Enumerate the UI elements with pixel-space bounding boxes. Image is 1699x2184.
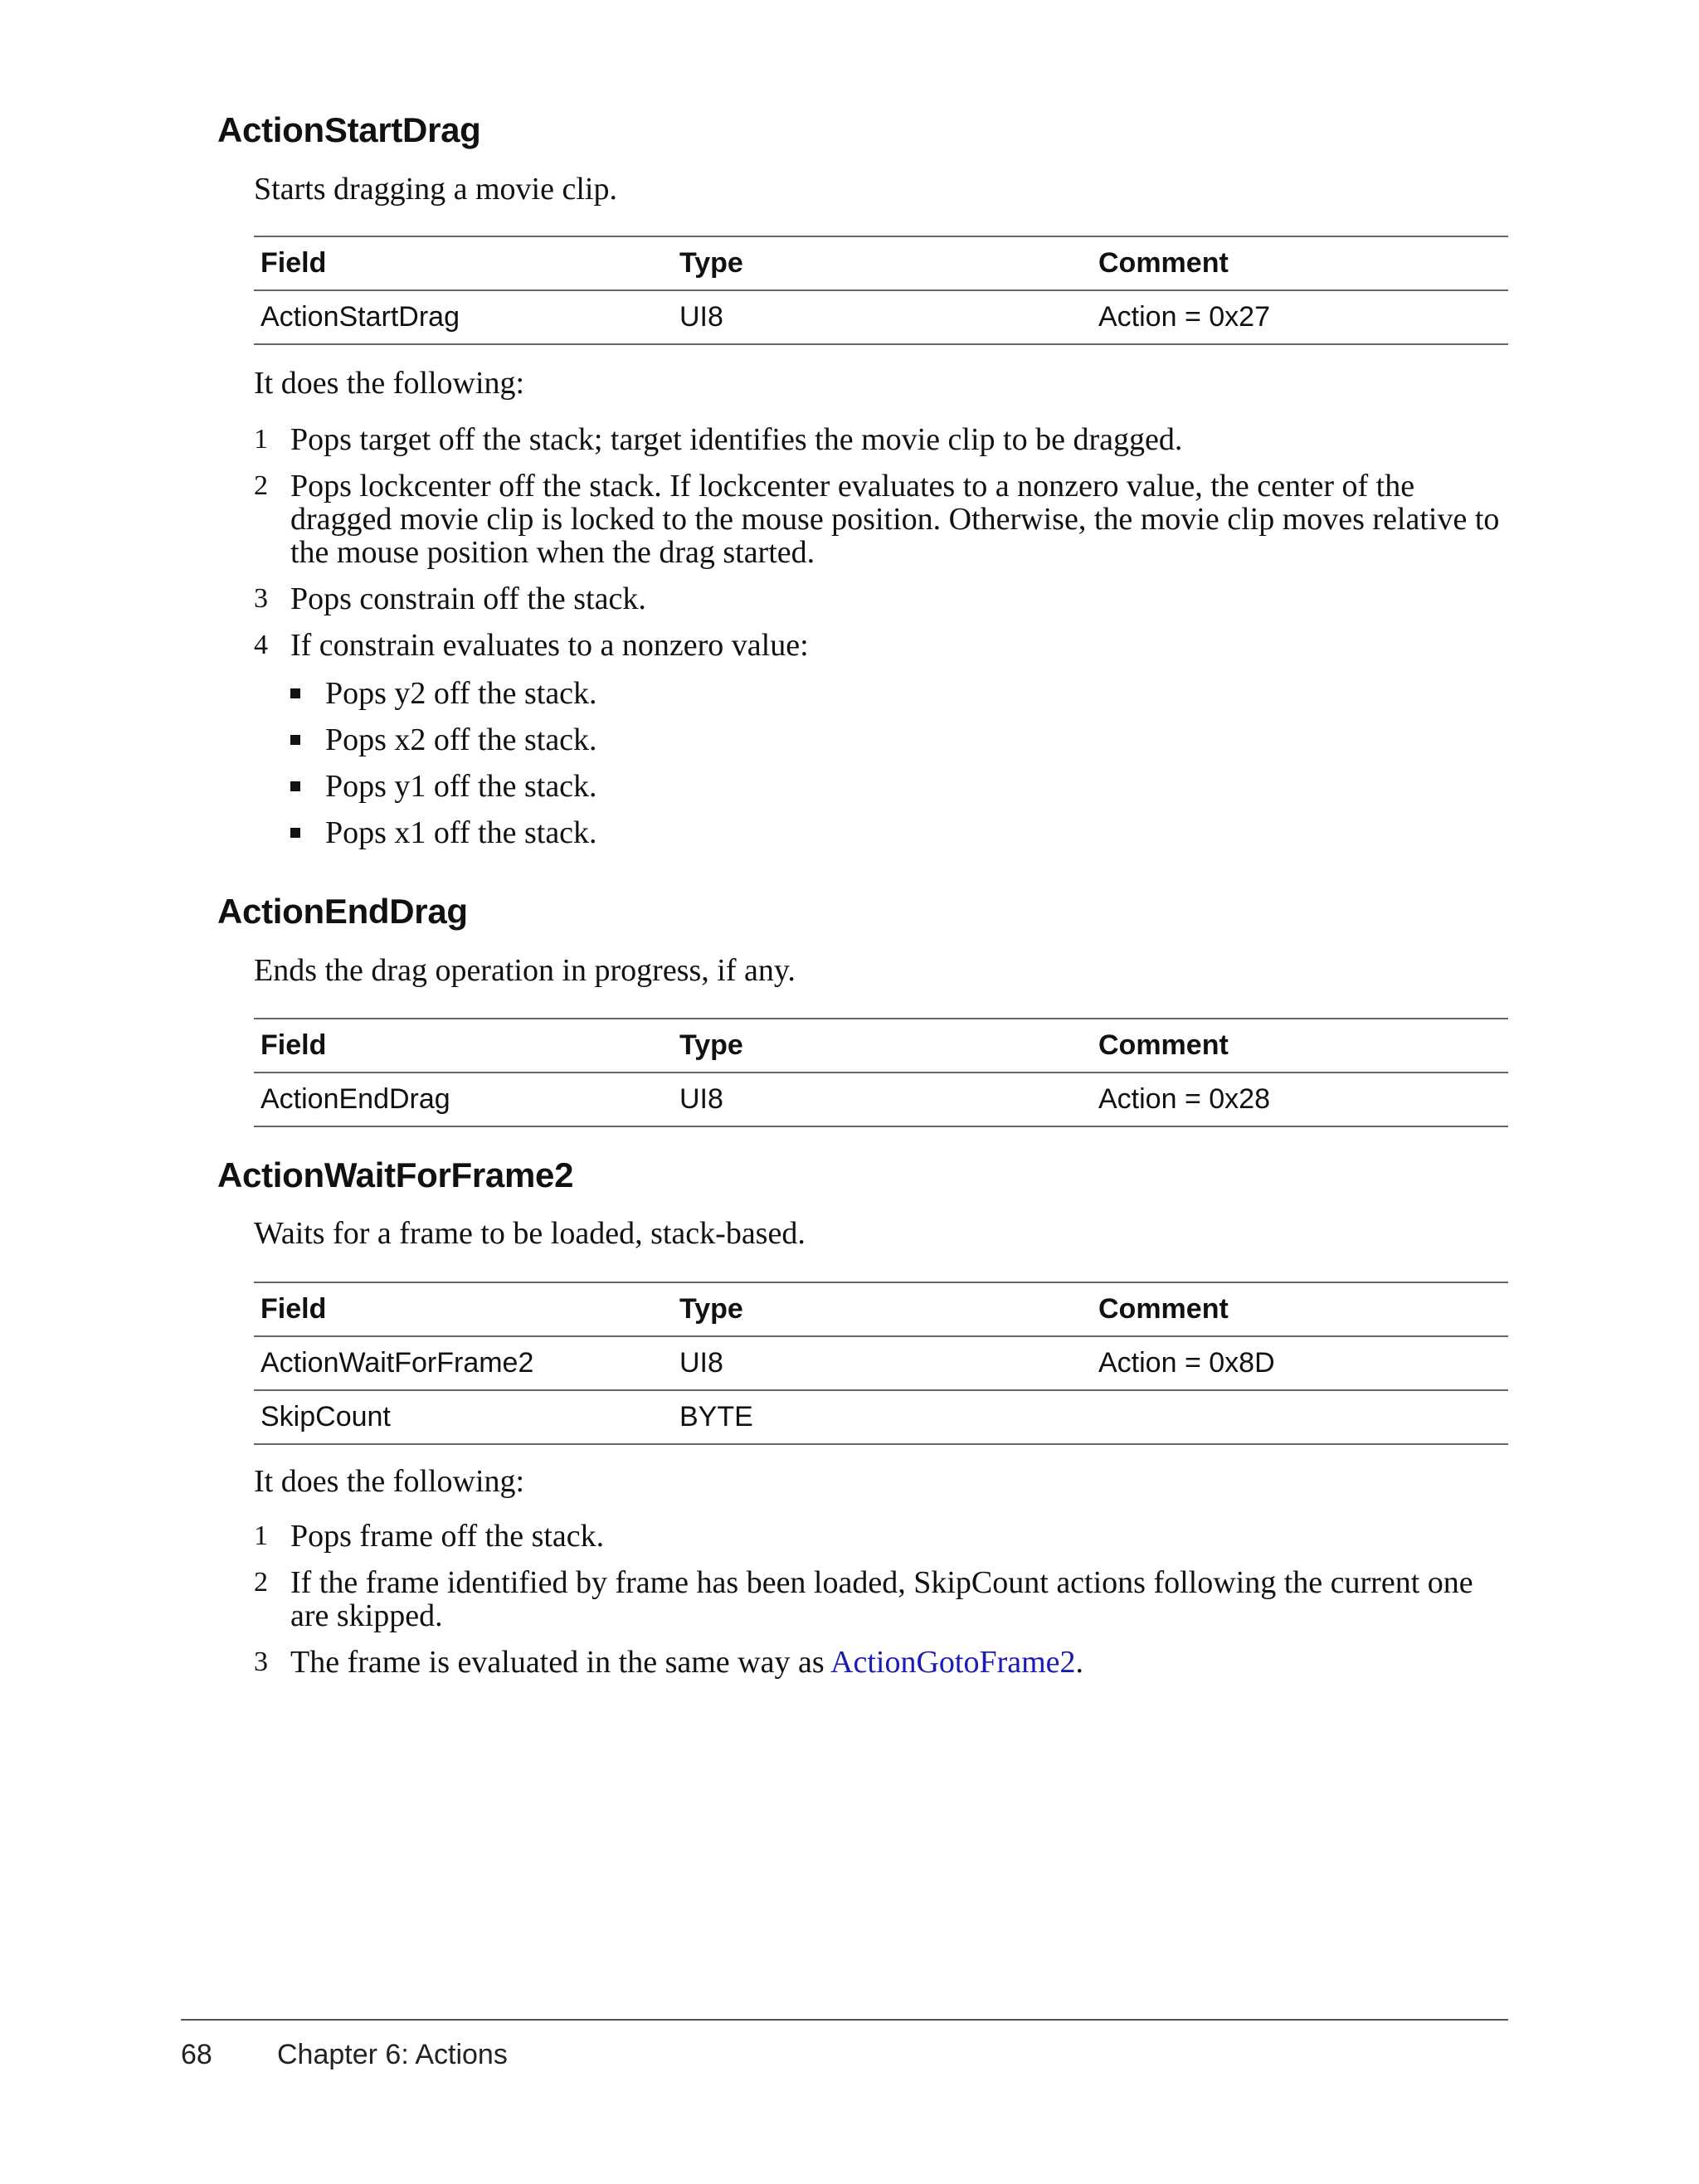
step-number: 1 <box>254 424 268 455</box>
square-bullet-icon <box>290 781 300 791</box>
step-text-suffix: . <box>1075 1645 1084 1680</box>
action-goto-frame2-link[interactable]: ActionGotoFrame2 <box>830 1645 1076 1680</box>
table-header-row <box>254 236 1508 290</box>
cell-field: ActionEndDrag <box>254 1073 673 1126</box>
bullet-text: Pops x1 off the stack. <box>325 815 597 850</box>
list-item <box>290 816 1452 849</box>
step-number: 2 <box>254 470 268 501</box>
column-header-type: Type <box>673 1019 1092 1073</box>
list-item <box>290 723 1452 756</box>
bullet-list-constraints <box>290 677 1452 863</box>
cell-comment: Action = 0x28 <box>1092 1073 1508 1126</box>
step-number: 2 <box>254 1567 268 1598</box>
step-text: If the frame identified by frame has been loaded, SkipCount actions following the current one are skipped. <box>290 1565 1473 1633</box>
step-text: Pops lockcenter off the stack. If lockcenter evaluates to a nonzero value, the center of the dragged movie clip is locked to the mouse position. Otherwise, the movie clip moves relative to the mouse position when the drag started. <box>290 469 1500 570</box>
bullet-text: Pops y2 off the stack. <box>325 676 597 711</box>
step-text: Pops frame off the stack. <box>290 1519 605 1554</box>
cell-field: ActionWaitForFrame2 <box>254 1336 673 1390</box>
cell-field: SkipCount <box>254 1390 673 1444</box>
bullet-text: Pops x2 off the stack. <box>325 722 597 757</box>
table-header-row <box>254 1282 1508 1336</box>
step-text: Pops constrain off the stack. <box>290 581 646 616</box>
bullet-text: Pops y1 off the stack. <box>325 769 597 804</box>
cell-type: UI8 <box>673 1336 1092 1390</box>
step-number: 3 <box>254 583 268 614</box>
table-header-row <box>254 1019 1508 1073</box>
step-number: 4 <box>254 630 268 660</box>
field-table-action-end-drag <box>254 1018 1508 1127</box>
list-item <box>254 1520 1508 1553</box>
list-item <box>254 423 1508 456</box>
list-item <box>254 582 1508 615</box>
step-text: Pops target off the stack; target identifies the movie clip to be dragged. <box>290 422 1183 457</box>
step-number: 1 <box>254 1520 268 1551</box>
list-item <box>290 770 1452 803</box>
cell-comment <box>1092 1390 1508 1444</box>
table-row <box>254 1336 1508 1390</box>
cell-field: ActionStartDrag <box>254 290 673 344</box>
square-bullet-icon <box>290 735 300 745</box>
steps-list-action-wait-for-frame2 <box>254 1520 1508 1692</box>
steps-intro: It does the following: <box>254 366 525 401</box>
table-row <box>254 1073 1508 1126</box>
column-header-type: Type <box>673 236 1092 290</box>
column-header-type: Type <box>673 1282 1092 1336</box>
section-title-action-wait-for-frame2: ActionWaitForFrame2 <box>217 1155 574 1194</box>
list-item <box>290 677 1452 710</box>
column-header-field: Field <box>254 236 673 290</box>
square-bullet-icon <box>290 828 300 838</box>
list-item <box>254 629 1508 662</box>
list-item <box>254 1566 1508 1632</box>
steps-intro: It does the following: <box>254 1464 525 1499</box>
cell-type: UI8 <box>673 290 1092 344</box>
list-item <box>254 469 1508 569</box>
table-row <box>254 1390 1508 1444</box>
cell-type: UI8 <box>673 1073 1092 1126</box>
list-item <box>254 1646 1508 1679</box>
column-header-comment: Comment <box>1092 1282 1508 1336</box>
column-header-field: Field <box>254 1282 673 1336</box>
cell-comment: Action = 0x8D <box>1092 1336 1508 1390</box>
section-description: Waits for a frame to be loaded, stack-based. <box>254 1216 806 1251</box>
chapter-title: Chapter 6: Actions <box>277 2039 508 2070</box>
column-header-comment: Comment <box>1092 1019 1508 1073</box>
column-header-comment: Comment <box>1092 236 1508 290</box>
step-number: 3 <box>254 1647 268 1677</box>
field-table-action-wait-for-frame2 <box>254 1282 1508 1445</box>
footer-rule <box>181 2019 1508 2021</box>
cell-type: BYTE <box>673 1390 1092 1444</box>
step-text: The frame is evaluated in the same way as <box>290 1645 831 1680</box>
cell-comment: Action = 0x27 <box>1092 290 1508 344</box>
square-bullet-icon <box>290 688 300 698</box>
column-header-field: Field <box>254 1019 673 1073</box>
section-description: Starts dragging a movie clip. <box>254 172 617 207</box>
section-description: Ends the drag operation in progress, if any. <box>254 953 796 988</box>
section-title-action-end-drag: ActionEndDrag <box>217 892 468 931</box>
step-text: If constrain evaluates to a nonzero value: <box>290 628 809 663</box>
table-row <box>254 290 1508 344</box>
field-table-action-start-drag <box>254 236 1508 345</box>
steps-list-action-start-drag <box>254 423 1508 675</box>
section-title-action-start-drag: ActionStartDrag <box>217 110 481 149</box>
page-number: 68 <box>181 2039 212 2070</box>
